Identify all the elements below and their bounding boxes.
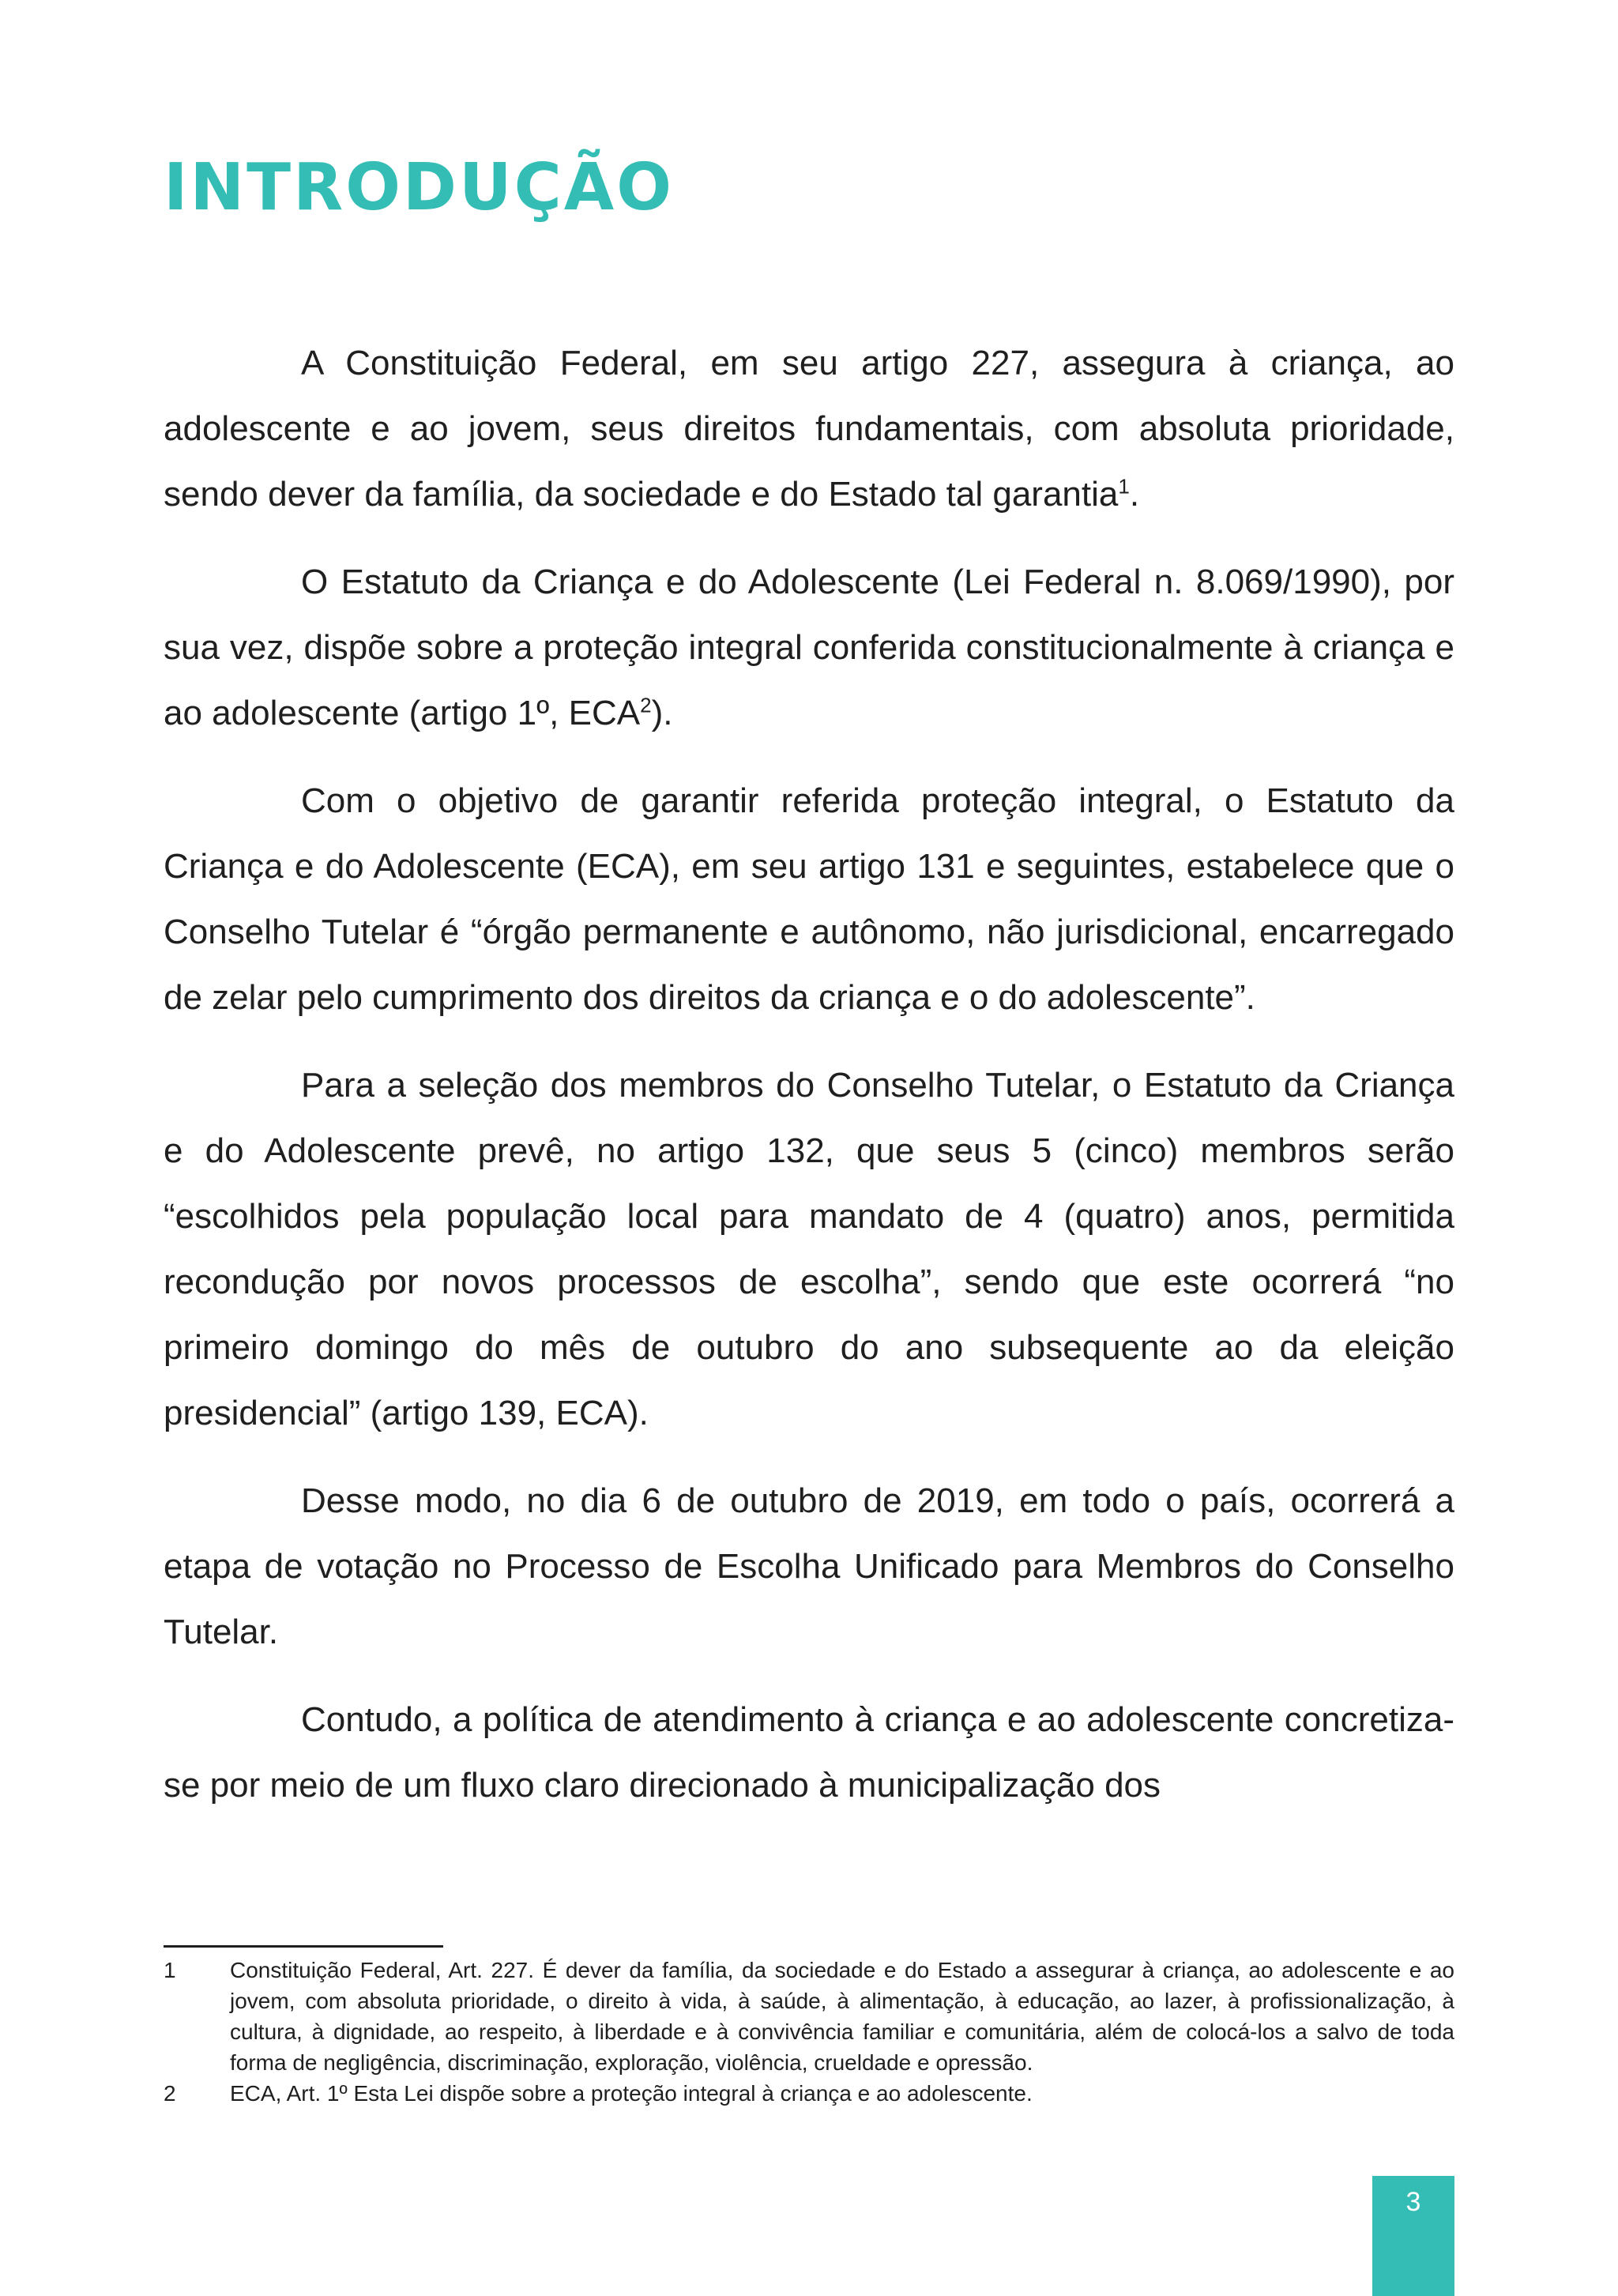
paragraph-4: Para a seleção dos membros do Conselho Tutelar, o Estatuto da Criança e do Adolescente prevê, no artigo 132, que seus 5 (cinco) membros serão “escolhidos pela população local para mandato de 4 (quatro) anos, permitida recondução por novos processos de escolha”, sendo que este ocorrerá “no primeiro domingo do mês de outubro do ano subsequente ao da eleição presidencial” (artigo 139, ECA). <box>164 1066 1454 1432</box>
paragraph-3: Com o objetivo de garantir referida proteção integral, o Estatuto da Criança e do Adolescente (ECA), em seu artigo 131 e seguintes, estabelece que o Conselho Tutelar é “órgão permanente e autônomo, não jurisdicional, encarregado de zelar pelo cumprimento dos direitos da criança e o do adolescente”. <box>164 781 1454 1017</box>
footnote-ref-1: 1 <box>1118 474 1130 499</box>
body-text <box>164 330 1454 1840</box>
page-number-tab <box>1372 2176 1454 2296</box>
footnote-1 <box>164 1955 1454 2078</box>
paragraph-1-text: A Constituição Federal, em seu artigo 227, assegura à criança, ao adolescente e ao jovem, seus direitos fundamentais, com absoluta prioridade, sendo dever da família, da sociedade e do Estado tal garantia <box>164 344 1454 514</box>
page-number: 3 <box>1405 2187 1421 2217</box>
paragraph-5: Desse modo, no dia 6 de outubro de 2019, em todo o país, ocorrerá a etapa de votação no Processo de Escolha Unificado para Membros do Conselho Tutelar. <box>164 1481 1454 1651</box>
paragraph-2 <box>164 549 1454 746</box>
footnote-2-number: 2 <box>164 2081 176 2106</box>
footnote-ref-2: 2 <box>640 693 652 717</box>
footnote-divider <box>164 1945 443 1948</box>
footnote-2 <box>164 2078 1454 2109</box>
footnote-2-text: ECA, Art. 1º Esta Lei dispõe sobre a proteção integral à criança e ao adolescente. <box>230 2081 1033 2106</box>
paragraph-2-text: O Estatuto da Criança e do Adolescente (Lei Federal n. 8.069/1990), por sua vez, dispõe sobre a proteção integral conferida constitucionalmente à criança e ao adolescente (artigo 1º, ECA <box>164 563 1454 732</box>
page-title: INTRODUÇÃO <box>164 150 674 225</box>
footnotes <box>164 1955 1454 2109</box>
paragraph-1-tail: . <box>1129 475 1140 514</box>
footnote-1-number: 1 <box>164 1958 176 1982</box>
footnote-1-text: Constituição Federal, Art. 227. É dever da família, da sociedade e do Estado a assegurar à criança, ao adolescente e ao jovem, com absoluta prioridade, o direito à vida, à saúde, à alimentação, à educação, ao lazer, à profissionalização, à cultura, à dignidade, ao respeito, à liberdade e à convivência familiar e comunitária, além de colocá-los a salvo de toda forma de negligência, discriminação, exploração, violência, crueldade e opressão. <box>230 1958 1454 2075</box>
paragraph-1 <box>164 330 1454 527</box>
paragraph-2-tail: ). <box>651 694 673 732</box>
paragraph-6: Contudo, a política de atendimento à criança e ao adolescente concretiza-se por meio de um fluxo claro direcionado à municipalização dos <box>164 1700 1454 1805</box>
